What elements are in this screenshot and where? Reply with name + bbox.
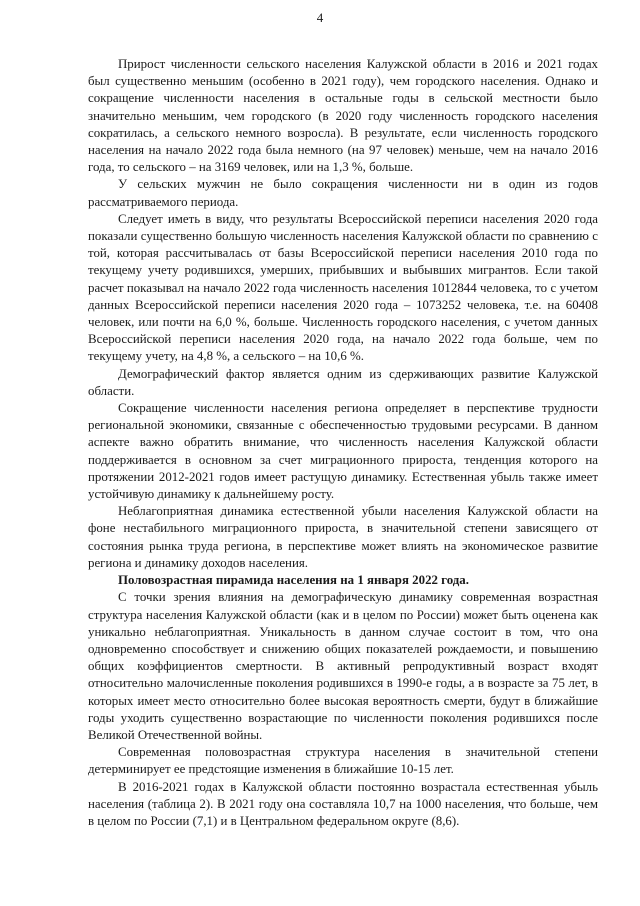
paragraph-demographic-factor: Демографический фактор является одним из сдерживающих развитие Калужской области. [88,366,598,398]
paragraph-labor-resources: Сокращение численности населения региона определяет в перспективе трудности региональной экономики, связанные с обеспеченностью трудовыми ресурсами. В данном аспекте важно обратить внимание, что численность населения Калужской области поддерживается в основном за счет миграционного прироста, тенденция которого на протяжении 2012-2021 годов имеет растущую динамику. Естественная убыль также имеет устойчивую динамику к дальнейшему росту. [88,401,598,502]
paragraph-natural-decline: Неблагоприятная динамика естественной убыли населения Калужской области на фоне нестабильного миграционного прироста, в значительной степени зависящего от состояния рынка труда региона, в перспективе может влиять на экономическое развитие региона и динамику доходов населения. [88,504,598,570]
paragraph-age-structure: С точки зрения влияния на демографическую динамику современная возрастная структура населения Калужской области (как и в целом по России) может быть оценена как уникально неблагоприятная. Уникальность в данном случае состоит в том, что она одновременно способствует и снижению общих показателей рождаемости, и повышению общих коэффициентов смертности. В активный репродуктивный возраст входят относительно малочисленные поколения родившихся в 1990-е годы, а в возрасте за 75 лет, в которых имеет место относительно более высокая вероятность смерти, будут в ближайшие годы уходить существенно возрастающие по численности поколения родившихся после Великой Отечественной войны. [88,590,598,742]
paragraph-census-2020: Следует иметь в виду, что результаты Всероссийской переписи населения 2020 года показали существенно большую численность населения Калужской области по сравнению с той, которая рассчитывалась от базы Всероссийской переписи населения 2010 года по текущему учету родившихся, умерших, прибывших и выбывших мигрантов. Если такой расчет показывал на начало 2022 года численность населения 1012844 человека, то с учетом данных Всероссийской переписи населения 2020 года – 1073252 человека, т.е. на 60408 человек, или почти на 6,0 %, больше. Численность городского населения, с учетом данных Всероссийской переписи населения 2020 года, на начало 2022 года больше, чем по текущему учету, на 4,8 %, а сельского – на 10,6 %. [88,211,598,364]
page-number: 4 [316,10,324,25]
section-heading: Половозрастная пирамида населения на 1 января 2022 года. [118,573,469,588]
paragraph-future-changes: Современная половозрастная структура населения в значительной степени детерминирует ее предстоящие изменения в ближайшие 10-15 лет. [88,745,598,777]
paragraph-rural-men: У сельских мужчин не было сокращения численности ни в один из годов рассматриваемого периода. [88,177,598,209]
paragraph-rural-growth: Прирост численности сельского населения Калужской области в 2016 и 2021 годах был существенно меньшим (особенно в 2021 году), чем городского населения. Однако и сокращение численности населения в остальные годы в сельской местности было значительно меньшим, чем городского (в 2020 году численность городского населения сократилась, а сельского немного возросла). В результате, если численность городского населения на начало 2022 года была немного (на 97 человек) меньше, чем на начало 2016 года, то сельского – на 3169 человек, или на 1,3 %, больше. [88,57,598,175]
document-body [88,56,598,830]
paragraph-natural-loss-2021: В 2016-2021 годах в Калужской области постоянно возрастала естественная убыль населения (таблица 2). В 2021 году она составляла 10,7 на 1000 населения, что больше, чем в целом по России (7,1) и в Центральном федеральном округе (8,6). [88,779,598,828]
